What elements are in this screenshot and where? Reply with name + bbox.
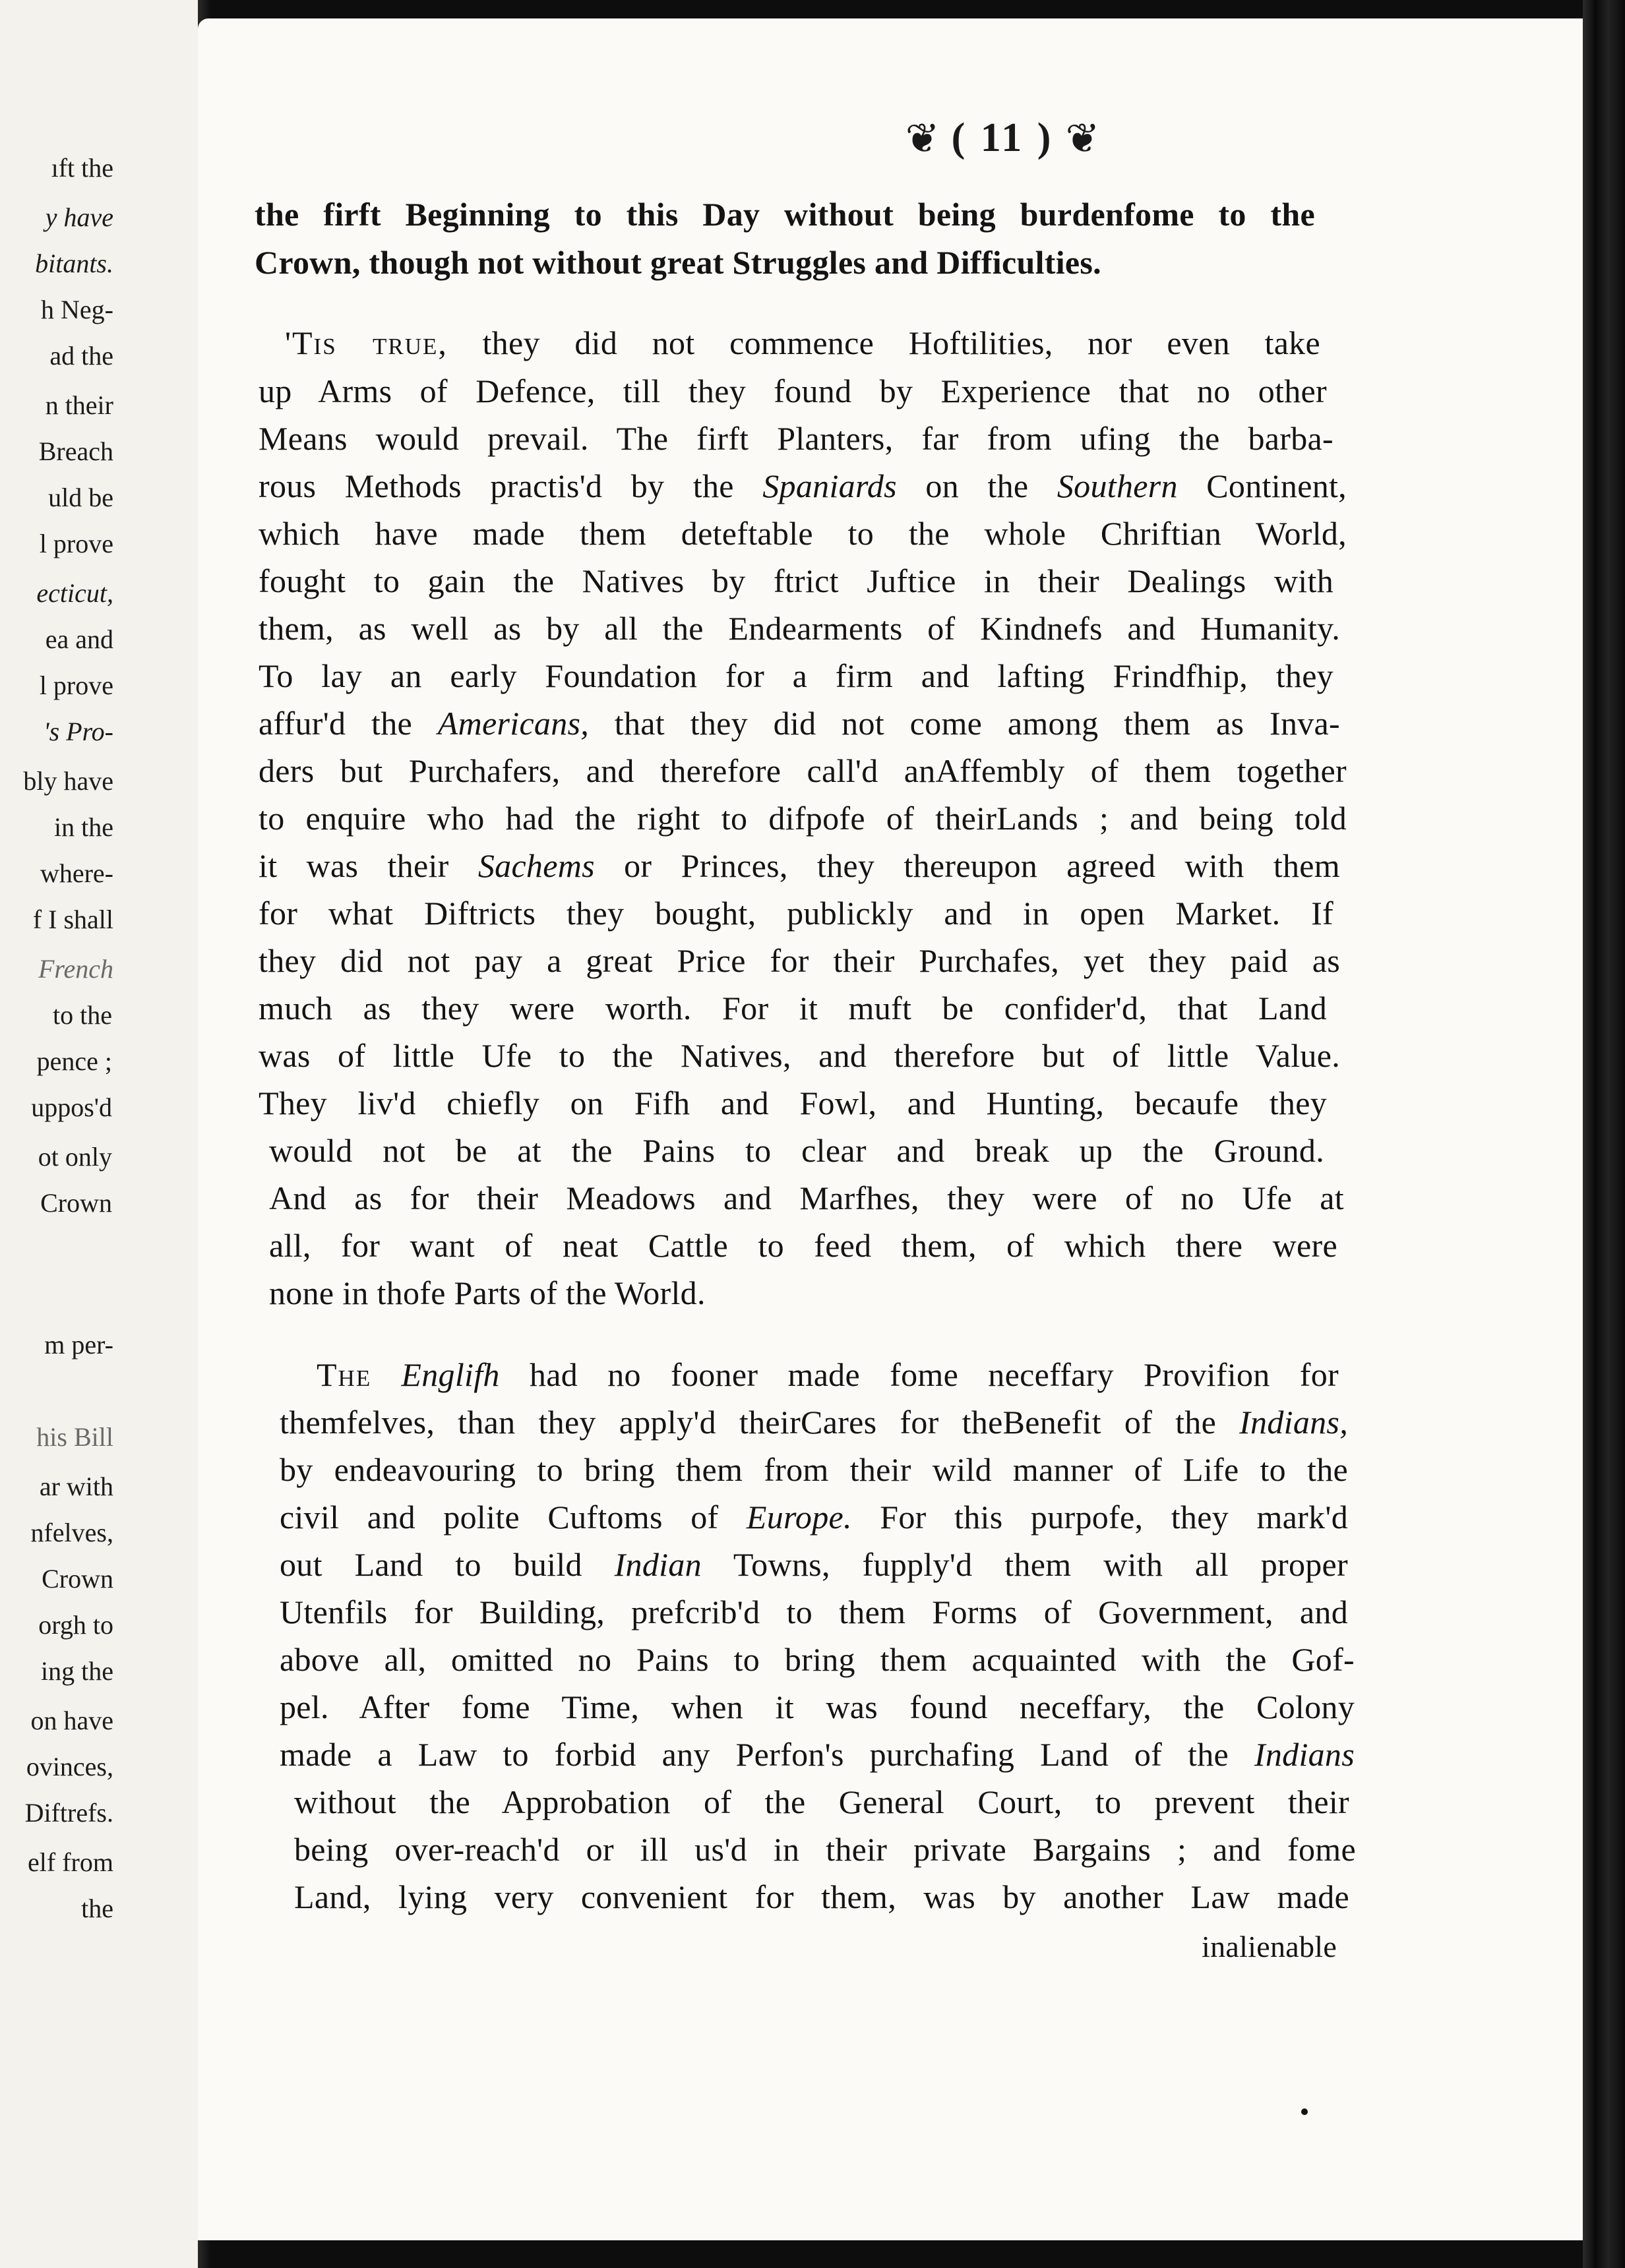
catchword: inalienable — [1202, 1930, 1337, 1963]
left-page-fragment: the — [81, 1894, 113, 1923]
text-line-content: being over-reach'd or ill us'd in their private Bargains ; and fome — [294, 1831, 1356, 1868]
text-line-content: was of little Ufe to the Natives, and therefore but of little Value. — [259, 1037, 1340, 1074]
text-line-content: above all, omitted no Pains to bring them acquainted with the Gof- — [280, 1641, 1355, 1678]
left-page-fragment: bly have — [23, 766, 113, 796]
left-page-fragment: f I shall — [32, 905, 113, 934]
page-header — [857, 114, 1148, 187]
text-line — [285, 326, 1320, 359]
text-line — [259, 517, 1347, 550]
text-line-content: Land, lying very convenient for them, was by another Law made — [294, 1878, 1349, 1915]
page-edge-shadow — [1583, 0, 1625, 2268]
left-page-fragment: to the — [53, 1000, 112, 1030]
left-page-fragment: uppos'd — [31, 1092, 112, 1122]
text-line-content: which have made them deteftable to the whole Chriftian World, — [259, 515, 1347, 552]
left-page-fragment: h Neg- — [41, 295, 113, 324]
text-line — [259, 612, 1340, 645]
text-line-content: pel. After fome Time, when it was found neceffary, the Colony — [280, 1688, 1355, 1725]
left-page-fragment: ad the — [49, 341, 113, 371]
text-line — [280, 1501, 1348, 1534]
text-line — [259, 1087, 1327, 1119]
left-page-fragment: ar with — [39, 1472, 113, 1501]
text-line — [259, 659, 1334, 692]
left-page-fragment: m per- — [44, 1330, 113, 1359]
text-line — [280, 1406, 1348, 1439]
text-line-content: Means would prevail. The firft Planters, far from ufing the barba- — [259, 420, 1334, 457]
text-line-content: rous Methods practis'd by the Spaniards on the Southern Continent, — [259, 467, 1347, 504]
text-line-content: Utenfils for Building, prefcrib'd to them Forms of Government, and — [280, 1594, 1348, 1630]
text-line-content: would not be at the Pains to clear and break up the Ground. — [269, 1132, 1324, 1169]
text-line-content: To lay an early Foundation for a firm and lafting Frindfhip, they — [259, 657, 1334, 694]
page-number: ( 11 ) — [951, 115, 1054, 160]
left-page-fragment: Crown — [40, 1188, 112, 1218]
text-line-content: ders but Purchafers, and therefore call'd anAffembly of them together — [259, 752, 1347, 789]
text-line-content: affur'd the Americans, that they did not come among them as Inva- — [259, 705, 1340, 742]
left-page-fragment: bitants. — [35, 249, 113, 278]
text-line — [280, 1643, 1355, 1676]
text-line — [259, 754, 1347, 787]
text-line-content: it was their Sachems or Princes, they thereupon agreed with them — [259, 847, 1340, 884]
text-line-content: they did not pay a great Price for their Purchafes, yet they paid as — [259, 942, 1340, 979]
left-page-fragment: his Bill — [36, 1422, 113, 1452]
left-page-fragment: Breach — [38, 436, 113, 466]
left-page-fragment: l prove — [39, 671, 113, 700]
text-line — [259, 802, 1347, 835]
ornament-right-icon: ❦ — [1065, 114, 1100, 162]
left-page-fragment: n their — [45, 390, 113, 420]
text-line-content: them, as well as by all the Endearments of Kindnefs and Humanity. — [259, 610, 1340, 647]
left-page-fragment: French — [38, 954, 113, 984]
text-line — [269, 1134, 1324, 1167]
left-page-fragment: Crown — [42, 1564, 113, 1594]
left-page-fragment: ecticut, — [36, 578, 113, 608]
left-page-fragment: pence ; — [36, 1046, 112, 1076]
text-line-content: They liv'd chiefly on Fifh and Fowl, and Hunting, becaufe they — [259, 1085, 1327, 1121]
text-line-content: none in thofe Parts of the World. — [269, 1274, 706, 1311]
text-line — [317, 1358, 1339, 1391]
left-page-fragment: on have — [30, 1706, 113, 1735]
text-line — [259, 374, 1327, 407]
text-line-content: And as for their Meadows and Marfhes, they were of no Ufe at — [269, 1179, 1344, 1216]
left-page-fragment: in the — [54, 812, 113, 842]
left-page-fragment: Diftrefs. — [24, 1798, 113, 1828]
text-line — [259, 564, 1334, 597]
text-line-content: up Arms of Defence, till they found by Experience that no other — [259, 373, 1327, 409]
text-line — [269, 1181, 1344, 1214]
text-line-content: themfelves, than they apply'd theirCares for theBenefit of the Indians, — [280, 1404, 1348, 1441]
text-line-content: without the Approbation of the General Court, to prevent their — [294, 1783, 1349, 1820]
text-line — [259, 707, 1340, 740]
text-line — [269, 1276, 1034, 1309]
left-page-fragment: orgh to — [38, 1610, 113, 1640]
left-page-fragment: where- — [40, 858, 113, 888]
left-page-fragment: 's Pro- — [44, 717, 113, 746]
ornament-left-icon: ❦ — [905, 114, 940, 162]
text-line-content: The Englifh had no fooner made fome neceffary Provifion for — [317, 1356, 1339, 1393]
left-page-fragment: uld be — [48, 483, 113, 512]
text-line — [259, 944, 1340, 977]
ink-dot — [1301, 2108, 1308, 2115]
text-line-content: all, for want of neat Cattle to feed them, of which there were — [269, 1227, 1337, 1264]
text-line — [280, 1453, 1348, 1486]
text-line — [259, 422, 1334, 455]
left-page-fragment: elf from — [28, 1847, 113, 1877]
text-line — [280, 1690, 1355, 1723]
text-line — [294, 1785, 1349, 1818]
left-page-fragment: ovinces, — [26, 1752, 113, 1781]
text-line-content: to enquire who had the right to difpofe of theirLands ; and being told — [259, 800, 1347, 837]
text-line — [280, 1738, 1355, 1771]
text-line — [259, 992, 1327, 1025]
left-page-fragment: ing the — [41, 1656, 113, 1686]
text-line — [259, 469, 1347, 502]
text-line-content: Crown, though not without great Struggles and Difficulties. — [255, 244, 1101, 281]
text-line-content: by endeavouring to bring them from their wild manner of Life to the — [280, 1451, 1348, 1488]
text-line — [259, 849, 1340, 882]
left-page-fragment: l prove — [39, 529, 113, 558]
text-line — [259, 897, 1334, 930]
text-line — [294, 1880, 1349, 1913]
left-page-fragment: ea and — [45, 624, 113, 654]
text-line-content: 'Tis true, they did not commence Hoftilities, nor even take — [285, 324, 1320, 361]
left-page-fragment: y have — [45, 202, 113, 232]
text-line-content: civil and polite Cuftoms of Europe. For this purpofe, they mark'd — [280, 1499, 1348, 1536]
text-line-content: much as they were worth. For it muft be confider'd, that Land — [259, 990, 1327, 1027]
left-facing-page — [0, 0, 198, 2268]
text-line-content: made a Law to forbid any Perfon's purchafing Land of the Indians — [280, 1736, 1355, 1773]
text-line — [269, 1229, 1337, 1262]
text-line-content: the firft Beginning to this Day without being burdenfome to the — [255, 196, 1315, 233]
text-line-content: for what Diftricts they bought, publickly and in open Market. If — [259, 895, 1334, 932]
text-line — [255, 198, 1315, 231]
text-line — [280, 1548, 1348, 1581]
text-line — [255, 246, 1224, 279]
text-line — [280, 1596, 1348, 1628]
left-page-fragment: ıft the — [51, 153, 113, 183]
text-line — [259, 1039, 1340, 1072]
text-line — [294, 1833, 1356, 1866]
left-page-fragment: nfelves, — [30, 1518, 113, 1547]
text-line-content: fought to gain the Natives by ftrict Juftice in their Dealings with — [259, 562, 1334, 599]
left-page-fragment: ot only — [38, 1142, 112, 1172]
text-line-content: out Land to build Indian Towns, fupply'd them with all proper — [280, 1546, 1349, 1583]
